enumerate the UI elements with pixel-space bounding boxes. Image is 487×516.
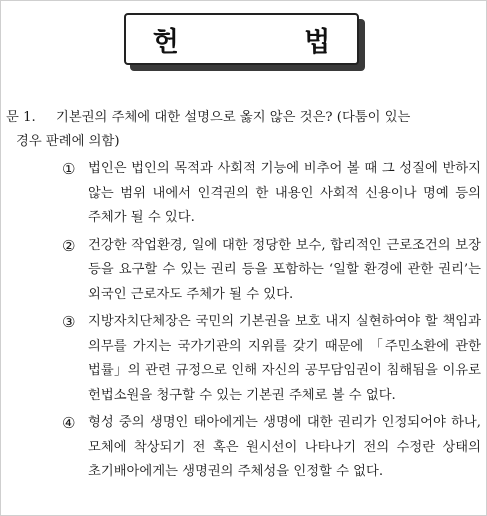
question-stem: [6, 106, 478, 154]
option-2-mark: ②: [62, 236, 76, 255]
option-4-text: 형성 중의 생명인 태아에게는 생명에 대한 권리가 인정되어야 하나, 모체에 착상되기 전 혹은 원시선이 나타나기 전의 수정란 상태의 초기배아에게는 생명권의 주체성을 인정할 수 없다.: [88, 415, 481, 479]
option-2-text: 건강한 작업환경, 일에 대한 정당한 보수, 합리적인 근로조건의 보장 등을 요구할 수 있는 권리 등을 포함하는 ‘일할 환경에 관한 권리’는 외국인 근로자도 주체가 될 수 있다.: [88, 237, 481, 302]
option-1-text: 법인은 법인의 목적과 사회적 기능에 비추어 볼 때 그 성질에 반하지 않는 범위 내에서 인격권의 한 내용인 사회적 신용이나 명예 등의 주체가 될 수 있다.: [88, 161, 481, 225]
option-1-mark: ①: [62, 160, 76, 178]
option-4-mark: ④: [62, 414, 76, 432]
subject-title: 헌 법: [152, 26, 389, 58]
option-3-mark: ③: [62, 313, 76, 331]
option-4[interactable]: [56, 411, 481, 485]
option-2[interactable]: [56, 234, 481, 308]
option-3-text: 지방자치단체장은 국민의 기본권을 보호 내지 실현하여야 할 책임과 의무를 가지는 국가기관의 지위를 갖기 때문에 「주민소환에 관한 법률」의 관련 규정으로 인해 자신의 공무담임권이 침해됨을 이유로 헌법소원을 청구할 수 있는 기본권 주체로 볼 수 없다.: [88, 314, 481, 403]
option-3[interactable]: [56, 310, 481, 408]
question-stem-line2: 경우 판례에 의함): [16, 134, 120, 149]
answer-options: [56, 157, 481, 488]
subject-title-box: [124, 13, 389, 65]
question-number: 문 1.: [6, 110, 36, 125]
question-stem-line1: 기본권의 주체에 대한 설명으로 옳지 않은 것은? (다툼이 있는: [56, 110, 411, 125]
option-1[interactable]: [56, 157, 481, 231]
